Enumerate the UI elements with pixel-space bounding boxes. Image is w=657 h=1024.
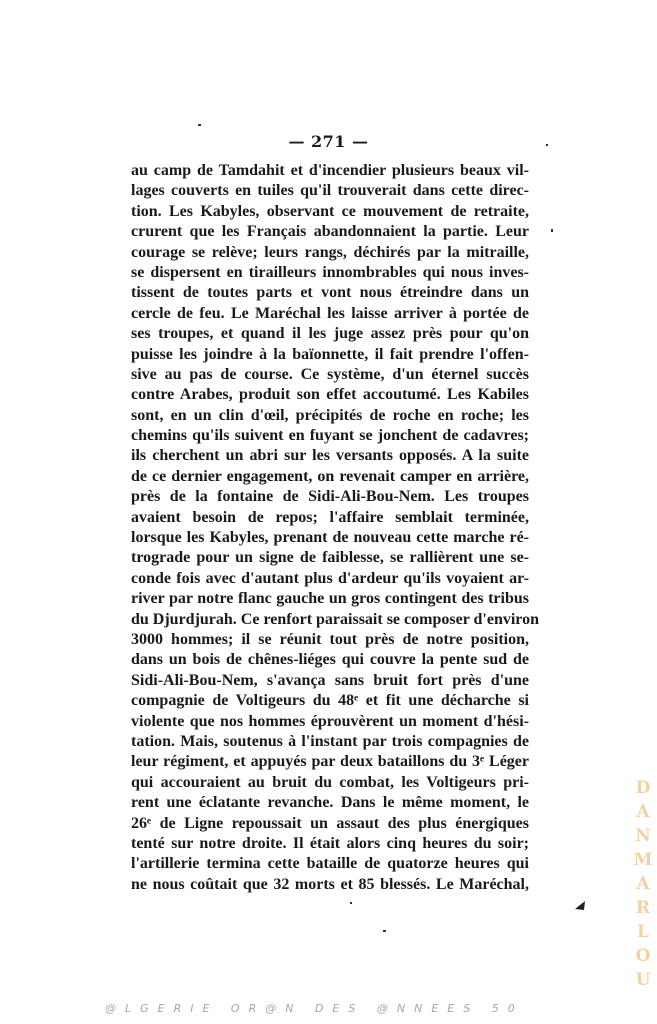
text-line: trograde pour un signe de faiblesse, se rallièrent une se- — [131, 549, 529, 567]
text-line: dans un bois de chênes-liéges qui couvre la pente sud de — [131, 651, 529, 669]
watermark-letter: U — [635, 970, 651, 990]
text-line: près de la fontaine de Sidi-Ali-Bou-Nem. Les troupes — [131, 488, 529, 506]
text-line: au camp de Tamdahit et d'incendier plusieurs beaux vil- — [131, 162, 529, 179]
watermark-letter: A — [636, 874, 650, 894]
text-line: lages couverts en tuiles qu'il trouverait dans cette direc- — [131, 182, 529, 200]
text-line: contre Arabes, produit son effet accoutumé. Les Kabiles — [131, 386, 529, 404]
text-line: river par notre flanc gauche un gros contingent des tribus — [131, 590, 529, 608]
text-line: sont, en un clin d'œil, précipités de roche en roche; les — [131, 406, 529, 424]
watermark-letter: N — [635, 826, 651, 846]
text-line: Sidi-Ali-Bou-Nem, s'avança sans bruit fort près d'une — [131, 671, 529, 689]
text-line: conde fois avec d'autant plus d'ardeur qu'ils voyaient ar- — [131, 569, 529, 587]
text-line: tion. Les Kabyles, observant ce mouvement de retraite, — [131, 202, 529, 220]
scan-speck — [383, 930, 386, 932]
watermark-letter: M — [633, 850, 653, 870]
text-line: du Djurdjurah. Ce renfort paraissait se composer d'environ — [131, 610, 539, 628]
text-line: violente que nos hommes éprouvèrent un moment d'hési- — [131, 712, 529, 730]
text-line: leur régiment, et appuyés par deux bataillons du 3ᵉ Léger — [131, 753, 529, 771]
text-line: courage se relève; leurs rangs, déchirés par la mitraille, — [131, 243, 529, 261]
text-line: se dispersent en tirailleurs innombrables qui nous inves- — [131, 263, 529, 281]
text-line: l'artillerie termina cette bataille de quatorze heures qui — [131, 855, 529, 873]
body-text — [131, 161, 539, 895]
ink-blot-icon — [575, 900, 585, 910]
text-line: 26ᵉ de Ligne repoussait un assaut des plus énergiques — [131, 814, 529, 832]
watermark-letter: R — [635, 898, 651, 918]
watermark-vertical — [632, 776, 654, 992]
text-line: qui accouraient au bruit du combat, les Voltigeurs pri- — [131, 773, 529, 791]
text-line: crurent que les Français abandonnaient la partie. Leur — [131, 223, 529, 241]
text-line: rent une éclatante revanche. Dans le même moment, le — [131, 794, 529, 812]
text-line: tenté sur notre droite. Il était alors cinq heures du soir; — [131, 834, 529, 852]
scan-speck — [350, 902, 352, 904]
text-line: ils cherchent un abri sur les versants opposés. A la suite — [131, 447, 529, 465]
watermark-letter: O — [635, 946, 651, 966]
page-number: — 271 — — [288, 132, 369, 151]
text-line: tissent de toutes parts et vont nous étreindre dans un — [131, 284, 529, 302]
text-line: chemins qu'ils suivent en fuyant se jonchent de cadavres; — [131, 427, 529, 445]
text-line: de ce dernier engagement, on revenait camper en arrière, — [131, 467, 529, 485]
text-line: tation. Mais, soutenus à l'instant par trois compagnies de — [131, 732, 529, 750]
text-line: compagnie de Voltigeurs du 48ᵉ et fit une décharche si — [131, 692, 529, 710]
text-line: ses troupes, et quand il les juge assez près pour qu'on — [131, 325, 529, 343]
text-line: sive au pas de course. Ce système, d'un éternel succès — [131, 365, 529, 383]
text-line: puisse les joindre à la baïonnette, il fait prendre l'offen- — [131, 345, 529, 363]
text-line: lorsque les Kabyles, prenant de nouveau cette marche ré- — [131, 529, 529, 547]
text-line: avaient besoin de repos; l'affaire semblait terminée, — [131, 508, 529, 526]
scan-speck — [551, 229, 553, 232]
text-line: 3000 hommes; il se réunit tout près de notre position, — [131, 630, 529, 648]
footer-watermark: @LGERIE OR@N DES @NNEES 50 — [105, 1002, 524, 1015]
scan-speck — [546, 144, 548, 146]
scan-speck — [198, 124, 201, 126]
watermark-letter: L — [637, 922, 649, 942]
watermark-letter: D — [635, 778, 651, 798]
watermark-letter: A — [636, 802, 650, 822]
text-line: cercle de feu. Le Maréchal les laisse arriver à portée de — [131, 304, 529, 322]
text-line: ne nous coûtait que 32 morts et 85 blessés. Le Maréchal, — [131, 875, 529, 893]
